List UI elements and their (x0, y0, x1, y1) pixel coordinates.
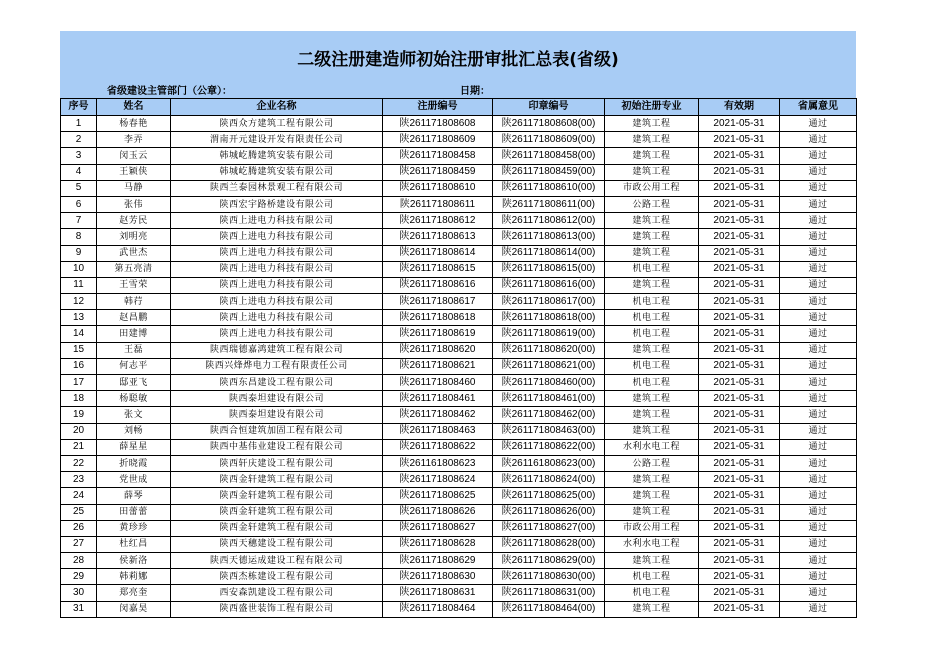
cell-reg-no: 陕261171808610 (383, 180, 493, 196)
cell-name: 王颖侠 (97, 164, 171, 180)
cell-validity: 2021-05-31 (699, 326, 780, 342)
cell-name: 韩莉娜 (97, 569, 171, 585)
cell-company: 陕西上进电力科技有限公司 (171, 277, 383, 293)
cell-specialty: 建筑工程 (605, 423, 699, 439)
cell-validity: 2021-05-31 (699, 472, 780, 488)
cell-seal-no: 陕261171808620(00) (493, 342, 605, 358)
column-header-company: 企业名称 (171, 99, 383, 116)
cell-index: 28 (61, 553, 97, 569)
cell-validity: 2021-05-31 (699, 310, 780, 326)
cell-reg-no: 陕261171808609 (383, 132, 493, 148)
cell-seal-no: 陕261161808623(00) (493, 455, 605, 471)
cell-validity: 2021-05-31 (699, 277, 780, 293)
cell-company: 陕西盛世装饰工程有限公司 (171, 601, 383, 617)
cell-validity: 2021-05-31 (699, 164, 780, 180)
table-row (61, 358, 857, 374)
cell-specialty: 机电工程 (605, 375, 699, 391)
cell-company: 陕西上进电力科技有限公司 (171, 261, 383, 277)
cell-opinion: 通过 (780, 245, 857, 261)
cell-index: 29 (61, 569, 97, 585)
cell-index: 15 (61, 342, 97, 358)
cell-specialty: 建筑工程 (605, 132, 699, 148)
cell-seal-no: 陕261171808619(00) (493, 326, 605, 342)
cell-name: 党世成 (97, 472, 171, 488)
cell-reg-no: 陕261171808626 (383, 504, 493, 520)
table-row (61, 488, 857, 504)
cell-company: 陕西瑞德嘉鸿建筑工程有限公司 (171, 342, 383, 358)
cell-seal-no: 陕261171808626(00) (493, 504, 605, 520)
cell-specialty: 建筑工程 (605, 553, 699, 569)
table-row (61, 261, 857, 277)
cell-index: 3 (61, 148, 97, 164)
cell-company: 陕西宏宇路桥建设有限公司 (171, 196, 383, 212)
cell-opinion: 通过 (780, 132, 857, 148)
cell-opinion: 通过 (780, 342, 857, 358)
cell-opinion: 通过 (780, 569, 857, 585)
cell-company: 西安森凯建设工程有限公司 (171, 585, 383, 601)
cell-validity: 2021-05-31 (699, 391, 780, 407)
table-row (61, 536, 857, 552)
cell-reg-no: 陕261171808625 (383, 488, 493, 504)
cell-index: 5 (61, 180, 97, 196)
cell-company: 陕西合恒建筑加固工程有限公司 (171, 423, 383, 439)
table-row (61, 520, 857, 536)
cell-name: 王雪荣 (97, 277, 171, 293)
cell-index: 26 (61, 520, 97, 536)
cell-specialty: 机电工程 (605, 294, 699, 310)
column-header-opinion: 省属意见 (780, 99, 857, 116)
cell-name: 马静 (97, 180, 171, 196)
cell-validity: 2021-05-31 (699, 375, 780, 391)
cell-name: 赵芳民 (97, 213, 171, 229)
cell-specialty: 建筑工程 (605, 245, 699, 261)
cell-validity: 2021-05-31 (699, 504, 780, 520)
cell-seal-no: 陕261171808615(00) (493, 261, 605, 277)
cell-company: 陕西上进电力科技有限公司 (171, 310, 383, 326)
cell-name: 薛星星 (97, 439, 171, 455)
cell-validity: 2021-05-31 (699, 294, 780, 310)
cell-reg-no: 陕261171808615 (383, 261, 493, 277)
cell-seal-no: 陕261171808613(00) (493, 229, 605, 245)
cell-index: 2 (61, 132, 97, 148)
cell-company: 渭南开元建设开发有限责任公司 (171, 132, 383, 148)
cell-index: 6 (61, 196, 97, 212)
cell-name: 薛琴 (97, 488, 171, 504)
date-label: 日期： (460, 86, 490, 97)
cell-seal-no: 陕261171808464(00) (493, 601, 605, 617)
cell-opinion: 通过 (780, 358, 857, 374)
cell-specialty: 机电工程 (605, 261, 699, 277)
cell-validity: 2021-05-31 (699, 245, 780, 261)
table-row (61, 164, 857, 180)
cell-index: 8 (61, 229, 97, 245)
page-title: 二级注册建造师初始注册审批汇总表(省级) (297, 50, 619, 70)
cell-name: 杨春艳 (97, 116, 171, 132)
cell-reg-no: 陕261171808619 (383, 326, 493, 342)
cell-opinion: 通过 (780, 472, 857, 488)
cell-reg-no: 陕261171808463 (383, 423, 493, 439)
cell-name: 杜红昌 (97, 536, 171, 552)
cell-company: 陕西上进电力科技有限公司 (171, 213, 383, 229)
cell-specialty: 公路工程 (605, 196, 699, 212)
cell-opinion: 通过 (780, 553, 857, 569)
table-row (61, 310, 857, 326)
cell-company: 陕西上进电力科技有限公司 (171, 326, 383, 342)
table-row (61, 148, 857, 164)
cell-seal-no: 陕261171808625(00) (493, 488, 605, 504)
cell-reg-no: 陕261171808631 (383, 585, 493, 601)
cell-seal-no: 陕261171808631(00) (493, 585, 605, 601)
column-header-specialty: 初始注册专业 (605, 99, 699, 116)
cell-index: 7 (61, 213, 97, 229)
cell-specialty: 水利水电工程 (605, 439, 699, 455)
cell-validity: 2021-05-31 (699, 229, 780, 245)
cell-seal-no: 陕261171808609(00) (493, 132, 605, 148)
cell-index: 16 (61, 358, 97, 374)
cell-index: 20 (61, 423, 97, 439)
cell-reg-no: 陕261171808462 (383, 407, 493, 423)
cell-index: 18 (61, 391, 97, 407)
cell-specialty: 建筑工程 (605, 164, 699, 180)
approval-sheet (60, 31, 856, 618)
cell-validity: 2021-05-31 (699, 213, 780, 229)
cell-specialty: 建筑工程 (605, 277, 699, 293)
cell-validity: 2021-05-31 (699, 116, 780, 132)
cell-seal-no: 陕261171808621(00) (493, 358, 605, 374)
cell-reg-no: 陕261171808611 (383, 196, 493, 212)
cell-index: 21 (61, 439, 97, 455)
cell-company: 陕西杰栋建设工程有限公司 (171, 569, 383, 585)
cell-opinion: 通过 (780, 585, 857, 601)
cell-reg-no: 陕261171808620 (383, 342, 493, 358)
cell-company: 韩城屹腾建筑安装有限公司 (171, 148, 383, 164)
cell-index: 24 (61, 488, 97, 504)
cell-opinion: 通过 (780, 261, 857, 277)
cell-opinion: 通过 (780, 375, 857, 391)
cell-name: 侯新洛 (97, 553, 171, 569)
table-row (61, 455, 857, 471)
cell-name: 王磊 (97, 342, 171, 358)
table-row (61, 601, 857, 617)
cell-opinion: 通过 (780, 391, 857, 407)
cell-company: 陕西金轩建筑工程有限公司 (171, 488, 383, 504)
cell-seal-no: 陕261171808459(00) (493, 164, 605, 180)
cell-company: 陕西泰坦建设有限公司 (171, 407, 383, 423)
cell-reg-no: 陕261171808621 (383, 358, 493, 374)
cell-name: 武世杰 (97, 245, 171, 261)
cell-index: 23 (61, 472, 97, 488)
cell-specialty: 机电工程 (605, 358, 699, 374)
column-header-seal-no: 印章编号 (493, 99, 605, 116)
cell-seal-no: 陕261171808462(00) (493, 407, 605, 423)
cell-opinion: 通过 (780, 116, 857, 132)
cell-seal-no: 陕261171808608(00) (493, 116, 605, 132)
table-row (61, 342, 857, 358)
cell-reg-no: 陕261171808464 (383, 601, 493, 617)
cell-name: 第五亮清 (97, 261, 171, 277)
table-row (61, 423, 857, 439)
cell-validity: 2021-05-31 (699, 196, 780, 212)
cell-company: 陕西众方建筑工程有限公司 (171, 116, 383, 132)
cell-index: 19 (61, 407, 97, 423)
cell-specialty: 建筑工程 (605, 488, 699, 504)
cell-opinion: 通过 (780, 504, 857, 520)
cell-name: 田建博 (97, 326, 171, 342)
cell-name: 折晓霞 (97, 455, 171, 471)
cell-reg-no: 陕261171808630 (383, 569, 493, 585)
cell-reg-no: 陕261171808613 (383, 229, 493, 245)
cell-company: 陕西兴烽烨电力工程有限责任公司 (171, 358, 383, 374)
cell-opinion: 通过 (780, 148, 857, 164)
cell-reg-no: 陕261171808458 (383, 148, 493, 164)
cell-company: 陕西中基伟业建设工程有限公司 (171, 439, 383, 455)
cell-specialty: 公路工程 (605, 455, 699, 471)
cell-validity: 2021-05-31 (699, 439, 780, 455)
table-row (61, 245, 857, 261)
table-row (61, 391, 857, 407)
cell-seal-no: 陕261171808611(00) (493, 196, 605, 212)
cell-seal-no: 陕261171808627(00) (493, 520, 605, 536)
table-row (61, 585, 857, 601)
cell-seal-no: 陕261171808624(00) (493, 472, 605, 488)
cell-specialty: 建筑工程 (605, 342, 699, 358)
cell-validity: 2021-05-31 (699, 455, 780, 471)
table-row (61, 553, 857, 569)
cell-reg-no: 陕261171808460 (383, 375, 493, 391)
cell-specialty: 建筑工程 (605, 148, 699, 164)
cell-name: 邸亚飞 (97, 375, 171, 391)
column-header-index: 序号 (61, 99, 97, 116)
cell-index: 1 (61, 116, 97, 132)
cell-company: 陕西天穗建设工程有限公司 (171, 536, 383, 552)
cell-opinion: 通过 (780, 520, 857, 536)
cell-company: 陕西轩庆建设工程有限公司 (171, 455, 383, 471)
cell-name: 何志平 (97, 358, 171, 374)
cell-specialty: 建筑工程 (605, 407, 699, 423)
table-row (61, 375, 857, 391)
cell-specialty: 机电工程 (605, 585, 699, 601)
cell-company: 陕西上进电力科技有限公司 (171, 245, 383, 261)
cell-index: 10 (61, 261, 97, 277)
cell-specialty: 建筑工程 (605, 391, 699, 407)
cell-validity: 2021-05-31 (699, 569, 780, 585)
cell-index: 11 (61, 277, 97, 293)
cell-specialty: 市政公用工程 (605, 520, 699, 536)
cell-validity: 2021-05-31 (699, 148, 780, 164)
cell-index: 17 (61, 375, 97, 391)
table-row (61, 180, 857, 196)
cell-opinion: 通过 (780, 488, 857, 504)
cell-specialty: 建筑工程 (605, 601, 699, 617)
cell-reg-no: 陕261171808612 (383, 213, 493, 229)
cell-seal-no: 陕261171808461(00) (493, 391, 605, 407)
cell-name: 黄珍珍 (97, 520, 171, 536)
table-row (61, 277, 857, 293)
cell-validity: 2021-05-31 (699, 261, 780, 277)
cell-opinion: 通过 (780, 326, 857, 342)
cell-company: 陕西天德运成建设工程有限公司 (171, 553, 383, 569)
table-row (61, 213, 857, 229)
table-row (61, 132, 857, 148)
cell-specialty: 机电工程 (605, 569, 699, 585)
cell-opinion: 通过 (780, 407, 857, 423)
cell-index: 14 (61, 326, 97, 342)
table-row (61, 326, 857, 342)
cell-seal-no: 陕261171808463(00) (493, 423, 605, 439)
cell-seal-no: 陕261171808622(00) (493, 439, 605, 455)
cell-opinion: 通过 (780, 277, 857, 293)
table-row (61, 116, 857, 132)
cell-company: 陕西金轩建筑工程有限公司 (171, 520, 383, 536)
cell-opinion: 通过 (780, 229, 857, 245)
cell-validity: 2021-05-31 (699, 132, 780, 148)
cell-name: 闵嘉昊 (97, 601, 171, 617)
cell-specialty: 建筑工程 (605, 213, 699, 229)
cell-reg-no: 陕261171808624 (383, 472, 493, 488)
cell-seal-no: 陕261171808612(00) (493, 213, 605, 229)
cell-validity: 2021-05-31 (699, 585, 780, 601)
cell-validity: 2021-05-31 (699, 536, 780, 552)
cell-reg-no: 陕261171808622 (383, 439, 493, 455)
cell-company: 陕西泰坦建设有限公司 (171, 391, 383, 407)
table-row (61, 569, 857, 585)
cell-opinion: 通过 (780, 310, 857, 326)
cell-reg-no: 陕261171808614 (383, 245, 493, 261)
cell-company: 陕西上进电力科技有限公司 (171, 229, 383, 245)
cell-name: 张文 (97, 407, 171, 423)
cell-reg-no: 陕261171808627 (383, 520, 493, 536)
cell-validity: 2021-05-31 (699, 423, 780, 439)
table-row (61, 504, 857, 520)
cell-opinion: 通过 (780, 294, 857, 310)
cell-opinion: 通过 (780, 180, 857, 196)
department-label: 省级建设主管部门（公章）： (107, 86, 232, 97)
cell-index: 4 (61, 164, 97, 180)
cell-name: 刘明亮 (97, 229, 171, 245)
cell-specialty: 建筑工程 (605, 229, 699, 245)
cell-validity: 2021-05-31 (699, 520, 780, 536)
table-row (61, 472, 857, 488)
column-header-reg-no: 注册编号 (383, 99, 493, 116)
cell-seal-no: 陕261171808458(00) (493, 148, 605, 164)
cell-specialty: 机电工程 (605, 326, 699, 342)
cell-index: 22 (61, 455, 97, 471)
cell-reg-no: 陕261171808608 (383, 116, 493, 132)
sheet-header (60, 31, 856, 98)
cell-seal-no: 陕261171808614(00) (493, 245, 605, 261)
cell-name: 韩荇 (97, 294, 171, 310)
cell-company: 陕西上进电力科技有限公司 (171, 294, 383, 310)
cell-reg-no: 陕261161808623 (383, 455, 493, 471)
cell-validity: 2021-05-31 (699, 358, 780, 374)
cell-opinion: 通过 (780, 601, 857, 617)
cell-seal-no: 陕261171808630(00) (493, 569, 605, 585)
cell-specialty: 建筑工程 (605, 116, 699, 132)
cell-seal-no: 陕261171808616(00) (493, 277, 605, 293)
cell-index: 9 (61, 245, 97, 261)
cell-specialty: 市政公用工程 (605, 180, 699, 196)
cell-opinion: 通过 (780, 196, 857, 212)
column-header-validity: 有效期 (699, 99, 780, 116)
column-header-name: 姓名 (97, 99, 171, 116)
cell-reg-no: 陕261171808459 (383, 164, 493, 180)
table-row (61, 196, 857, 212)
cell-index: 27 (61, 536, 97, 552)
cell-company: 陕西东昌建设工程有限公司 (171, 375, 383, 391)
cell-opinion: 通过 (780, 455, 857, 471)
cell-specialty: 机电工程 (605, 310, 699, 326)
cell-opinion: 通过 (780, 423, 857, 439)
cell-validity: 2021-05-31 (699, 180, 780, 196)
cell-opinion: 通过 (780, 213, 857, 229)
cell-validity: 2021-05-31 (699, 342, 780, 358)
cell-seal-no: 陕261171808617(00) (493, 294, 605, 310)
table-row (61, 439, 857, 455)
cell-index: 12 (61, 294, 97, 310)
cell-validity: 2021-05-31 (699, 553, 780, 569)
cell-company: 韩城屹腾建筑安装有限公司 (171, 164, 383, 180)
table-row (61, 407, 857, 423)
cell-name: 刘畅 (97, 423, 171, 439)
cell-validity: 2021-05-31 (699, 488, 780, 504)
cell-company: 陕西金轩建筑工程有限公司 (171, 472, 383, 488)
cell-specialty: 水利水电工程 (605, 536, 699, 552)
cell-specialty: 建筑工程 (605, 504, 699, 520)
cell-name: 杨聪敏 (97, 391, 171, 407)
cell-seal-no: 陕261171808618(00) (493, 310, 605, 326)
cell-seal-no: 陕261171808628(00) (493, 536, 605, 552)
table-row (61, 229, 857, 245)
cell-name: 李弄 (97, 132, 171, 148)
cell-index: 30 (61, 585, 97, 601)
cell-opinion: 通过 (780, 536, 857, 552)
cell-index: 25 (61, 504, 97, 520)
cell-reg-no: 陕261171808616 (383, 277, 493, 293)
cell-reg-no: 陕261171808617 (383, 294, 493, 310)
cell-name: 郑亮奎 (97, 585, 171, 601)
cell-company: 陕西兰泰园林景观工程有限公司 (171, 180, 383, 196)
cell-validity: 2021-05-31 (699, 407, 780, 423)
cell-specialty: 建筑工程 (605, 472, 699, 488)
table-header-row (61, 99, 857, 116)
cell-validity: 2021-05-31 (699, 601, 780, 617)
approval-table (60, 98, 857, 618)
cell-index: 31 (61, 601, 97, 617)
cell-company: 陕西金轩建筑工程有限公司 (171, 504, 383, 520)
cell-opinion: 通过 (780, 439, 857, 455)
cell-name: 赵昌鹏 (97, 310, 171, 326)
cell-name: 田蕾蕾 (97, 504, 171, 520)
cell-name: 张伟 (97, 196, 171, 212)
table-row (61, 294, 857, 310)
cell-seal-no: 陕261171808610(00) (493, 180, 605, 196)
cell-seal-no: 陕261171808629(00) (493, 553, 605, 569)
cell-reg-no: 陕261171808628 (383, 536, 493, 552)
cell-seal-no: 陕261171808460(00) (493, 375, 605, 391)
cell-reg-no: 陕261171808618 (383, 310, 493, 326)
cell-opinion: 通过 (780, 164, 857, 180)
cell-index: 13 (61, 310, 97, 326)
table-body (61, 116, 857, 618)
cell-name: 闵玉云 (97, 148, 171, 164)
cell-reg-no: 陕261171808629 (383, 553, 493, 569)
cell-reg-no: 陕261171808461 (383, 391, 493, 407)
